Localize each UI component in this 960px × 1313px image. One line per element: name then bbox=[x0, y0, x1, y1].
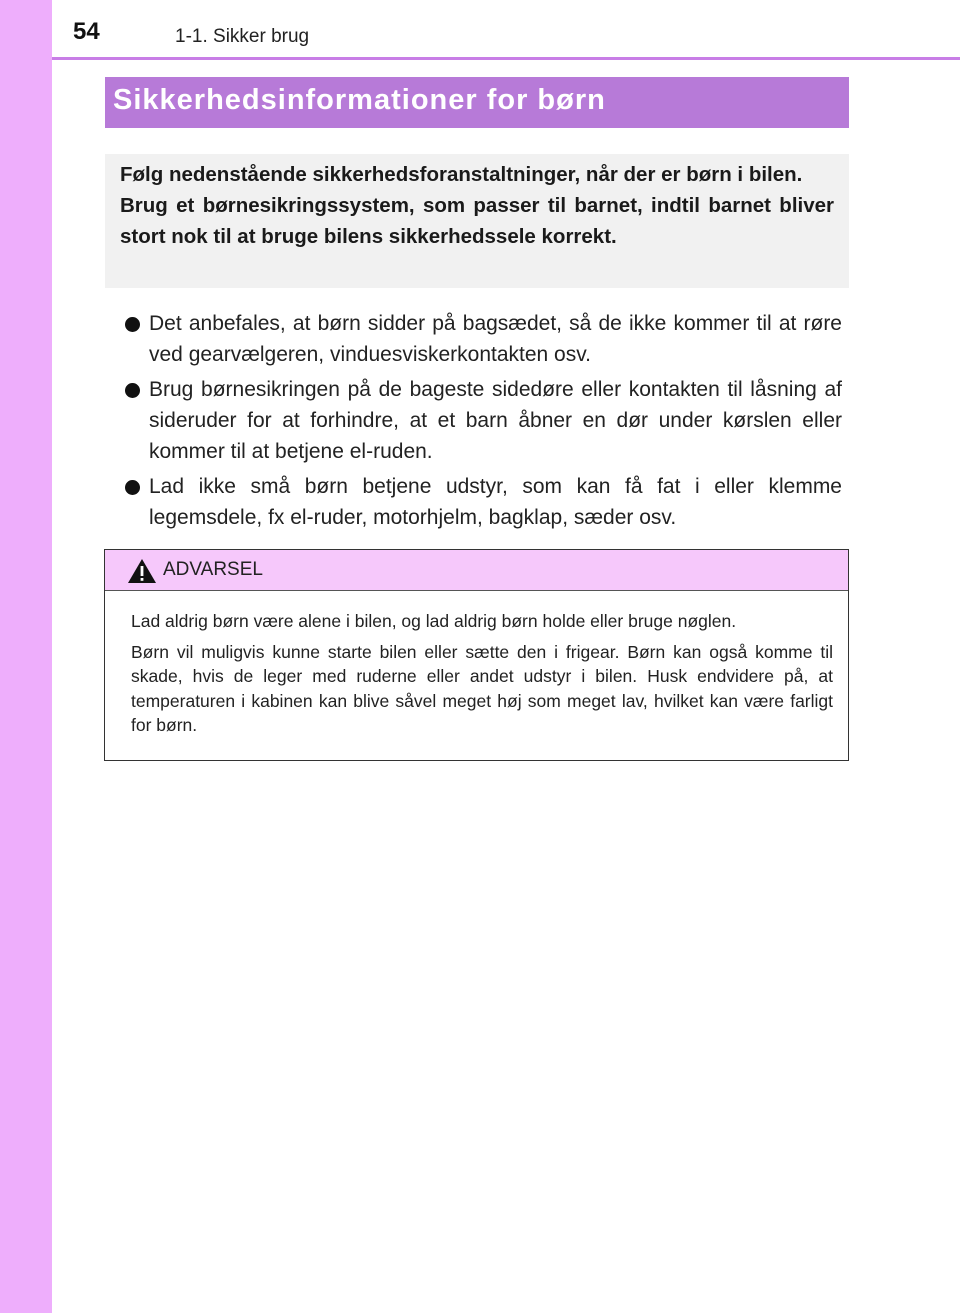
side-strip bbox=[0, 0, 52, 1313]
page-number: 54 bbox=[73, 18, 100, 45]
bullet-text: Lad ikke små børn betjene udstyr, som kan få fat i eller klemme legemsdele, fx el-ruder, motorhjelm, bagklap, sæder osv. bbox=[149, 475, 842, 529]
warning-triangle-icon bbox=[127, 558, 157, 584]
bullet-list bbox=[125, 308, 842, 537]
warning-label: ADVARSEL bbox=[163, 559, 263, 580]
section-label: 1-1. Sikker brug bbox=[175, 26, 310, 47]
warning-paragraph-2: Børn vil muligvis kunne starte bilen eller sætte den i frigear. Børn kan også komme til skade, hvis de leger med ruderne eller andet udstyr i bilen. Husk endvidere på, at temperaturen i kabinen kan blive såvel meget høj som meget lav, hvilket kan være farligt for børn. bbox=[131, 641, 833, 735]
warning-paragraph-1: Lad aldrig børn være alene i bilen, og lad aldrig børn holde eller bruge nøglen. bbox=[131, 611, 737, 631]
bullet-text: Brug børnesikringen på de bageste sidedøre eller kontakten til låsning af sideruder for at forhindre, at et barn åbner en dør under kørslen eller kommer til at betjene el-ruden. bbox=[149, 378, 842, 463]
intro-line-1: Følg nedenstående sikkerhedsforanstaltninger, når der er børn i bilen. bbox=[120, 163, 803, 186]
intro-box bbox=[105, 154, 849, 288]
list-item bbox=[125, 374, 842, 467]
bullet-text: Det anbefales, at børn sidder på bagsædet, så de ikke kommer til at røre ved gearvælgeren, vinduesviskerkontakten osv. bbox=[149, 312, 842, 366]
page-title: Sikkerhedsinformationer for børn bbox=[113, 84, 606, 116]
bullet-dot-icon bbox=[125, 383, 140, 398]
header-rule bbox=[52, 57, 960, 60]
intro-line-2: Brug et børnesikringssystem, som passer til barnet, indtil barnet bliver stort nok til at bruge bilens sikkerhedssele korrekt. bbox=[120, 194, 834, 248]
bullet-dot-icon bbox=[125, 480, 140, 495]
bullet-dot-icon bbox=[125, 317, 140, 332]
list-item bbox=[125, 471, 842, 533]
list-item bbox=[125, 308, 842, 370]
title-bar bbox=[105, 77, 849, 128]
warning-box bbox=[104, 549, 849, 761]
warning-header bbox=[105, 550, 848, 591]
warning-body bbox=[105, 591, 848, 738]
